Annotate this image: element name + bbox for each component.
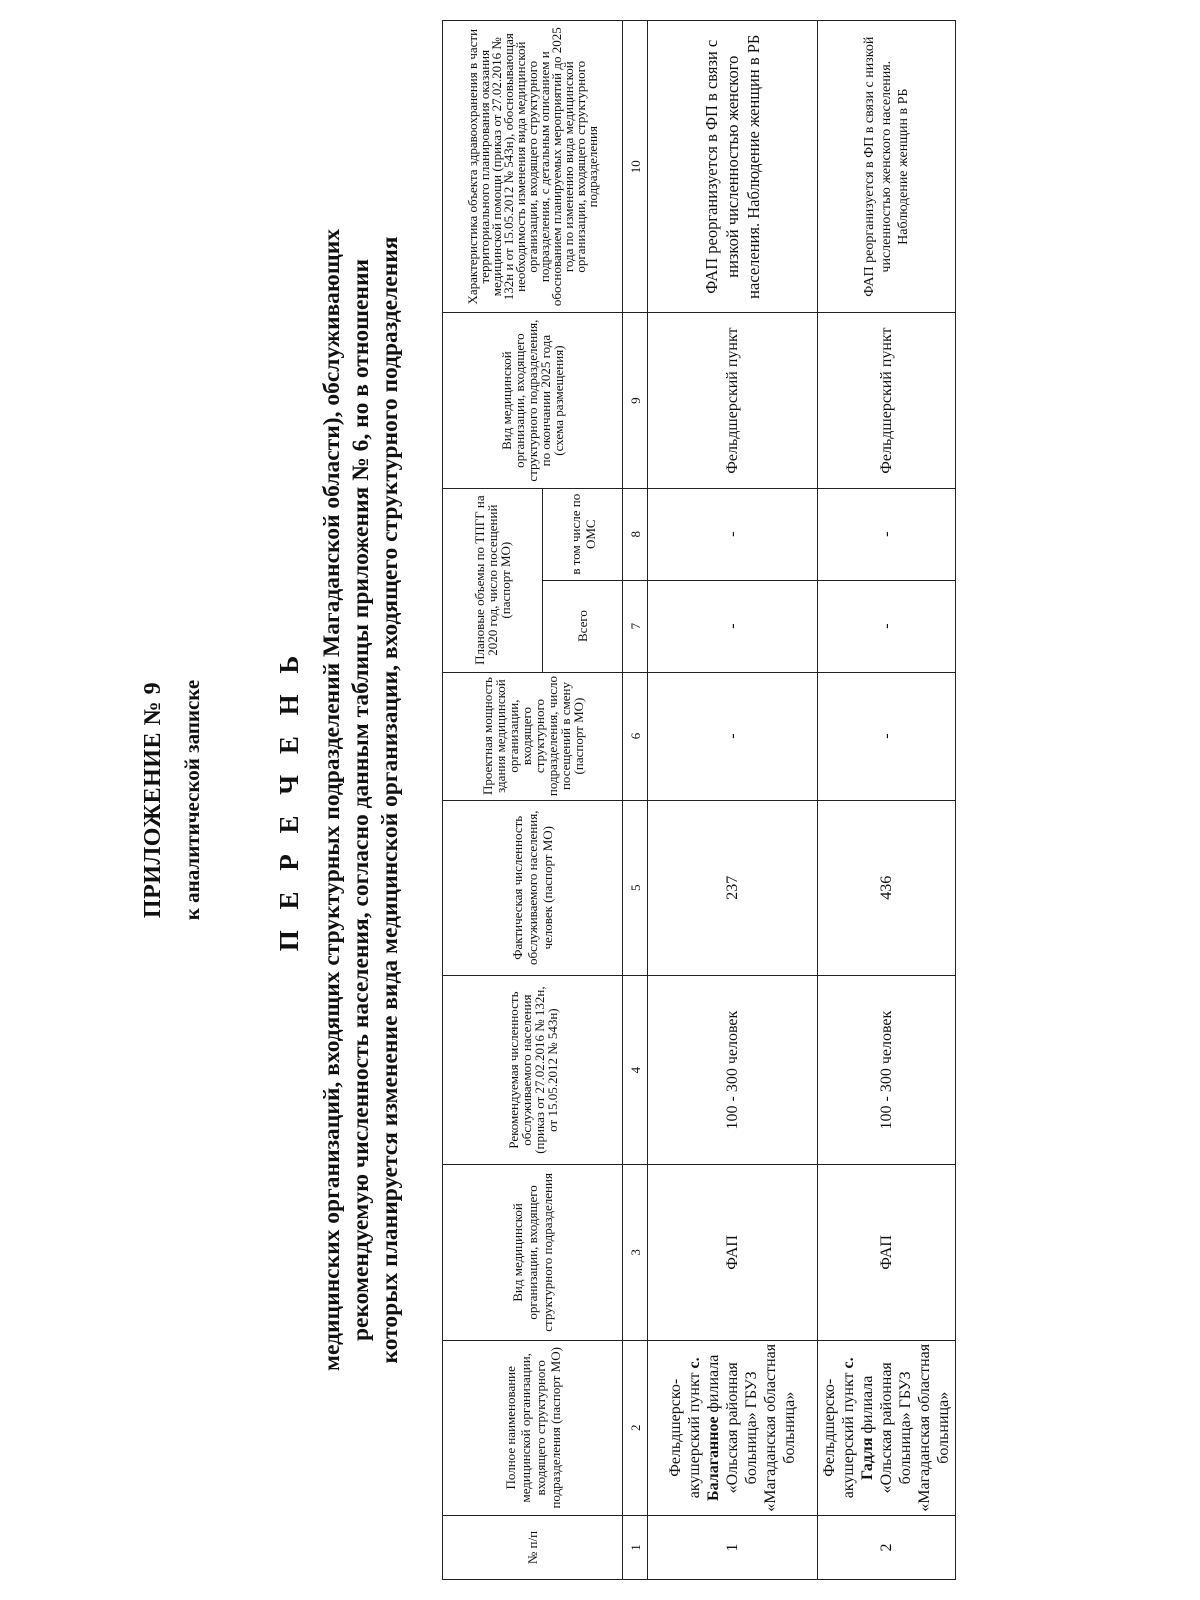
row-number: 1 [648, 1515, 818, 1579]
org-full-name [818, 1340, 956, 1515]
org-type-2025: Фельдшерский пункт [648, 313, 818, 488]
appendix-subtitle: к аналитической записке [180, 679, 204, 921]
planned-oms: - [818, 488, 956, 580]
intro-line: которых планируется изменение вида медицинской организации, входящего структурного подразделения [377, 236, 403, 1364]
planned-total: - [648, 580, 818, 672]
header-full-name: Полное наименование медицинской организации, входящего структурного подразделения (паспорт МО) [443, 1340, 623, 1515]
column-number: 7 [623, 580, 648, 672]
actual-population: 436 [818, 800, 956, 975]
column-number: 3 [623, 1165, 648, 1340]
column-number: 9 [623, 313, 648, 488]
header-org-type: Вид медицинской организации, входящего структурного подразделения [443, 1165, 623, 1340]
org-name-place: с. Балаганное [686, 1357, 722, 1501]
header-recommended-population: Рекомендуемая численность обслуживаемого населения (приказ от 27.02.2016 № 132н, от 15.05.2012 № 543н) [443, 975, 623, 1164]
header-org-type-2025: Вид медицинской организации, входящего структурного подразделения, по окончании 2025 года (схема размещения) [443, 313, 623, 488]
document-heading: П Е Р Е Ч Е Н Ь [274, 648, 304, 952]
org-type: ФАП [818, 1165, 956, 1340]
recommended-population: 100 - 300 человек [648, 975, 818, 1164]
org-name-place: с. Гадля [840, 1357, 876, 1480]
org-name-prefix: Фельдшерско-акушерский пункт [821, 1372, 857, 1499]
table-header-row [443, 21, 543, 1580]
column-number: 4 [623, 975, 648, 1164]
org-name-suffix: филиала «Ольская районная больница» ГБУЗ «Магаданская областная больница» [705, 1343, 798, 1512]
column-number: 5 [623, 800, 648, 975]
column-number: 10 [623, 21, 648, 313]
column-number: 1 [623, 1515, 648, 1579]
characteristic-note: ФАП реорганизуется в ФП в связи с низкой численностью женского населения. Наблюдение женщин в РБ [818, 21, 956, 313]
characteristic-note: ФАП реорганизуется в ФП в связи с низкой численностью женского населения. Наблюдение женщин в РБ [648, 21, 818, 313]
column-number: 8 [623, 488, 648, 580]
org-name-prefix: Фельдшерско-акушерский пункт [667, 1372, 703, 1499]
org-type-2025: Фельдшерский пункт [818, 313, 956, 488]
header-planned-total: Всего [543, 580, 623, 672]
column-number: 6 [623, 672, 648, 800]
planned-oms: - [648, 488, 818, 580]
appendix-title: ПРИЛОЖЕНИЕ № 9 [140, 681, 166, 919]
table-row [818, 21, 956, 1580]
design-capacity: - [648, 672, 818, 800]
header-number: № п/п [443, 1515, 623, 1579]
planned-total: - [818, 580, 956, 672]
column-numbers-row [623, 21, 648, 1580]
organizations-table [442, 20, 956, 1580]
actual-population: 237 [648, 800, 818, 975]
intro-line: рекомендуемую численность населения, согласно данным таблицы приложения № 6, но в отношении [348, 258, 374, 1342]
intro-line: медицинских организаций, входящих структурных подразделений Магаданской области), обслуживающих [319, 228, 345, 1372]
recommended-population: 100 - 300 человек [818, 975, 956, 1164]
header-design-capacity: Проектная мощность здания медицинской организации, входящего структурного подразделения, число посещений в смену (паспорт МО) [443, 672, 623, 800]
column-number: 2 [623, 1340, 648, 1515]
header-planned-oms: в том числе по ОМС [543, 488, 623, 580]
row-number: 2 [818, 1515, 956, 1579]
intro-text [318, 70, 405, 1530]
table-row [648, 21, 818, 1580]
org-name-suffix: филиала «Ольская районная больница» ГБУЗ «Магаданская областная больница» [859, 1343, 952, 1512]
org-full-name [648, 1340, 818, 1515]
header-actual-population: Фактическая численность обслуживаемого населения, человек (паспорт МО) [443, 800, 623, 975]
header-planned-volumes: Плановые объемы по ТПГГ на 2020 год, число посещений (паспорт МО) [443, 488, 543, 672]
org-type: ФАП [648, 1165, 818, 1340]
header-characteristic: Характеристика объекта здравоохранения в части территориального планирования оказания медицинской помощи (приказ от 27.02.2016 № 132н и от 15.05.2012 № 543н), обосновывающая необходимость изменения вида медицинской организации, входящего структурного подразделения, с детальным описанием и обоснованием планируемых мероприятий до 2025 года по изменению вида медицинской организации, входящего структурного подразделения [443, 21, 623, 313]
design-capacity: - [818, 672, 956, 800]
